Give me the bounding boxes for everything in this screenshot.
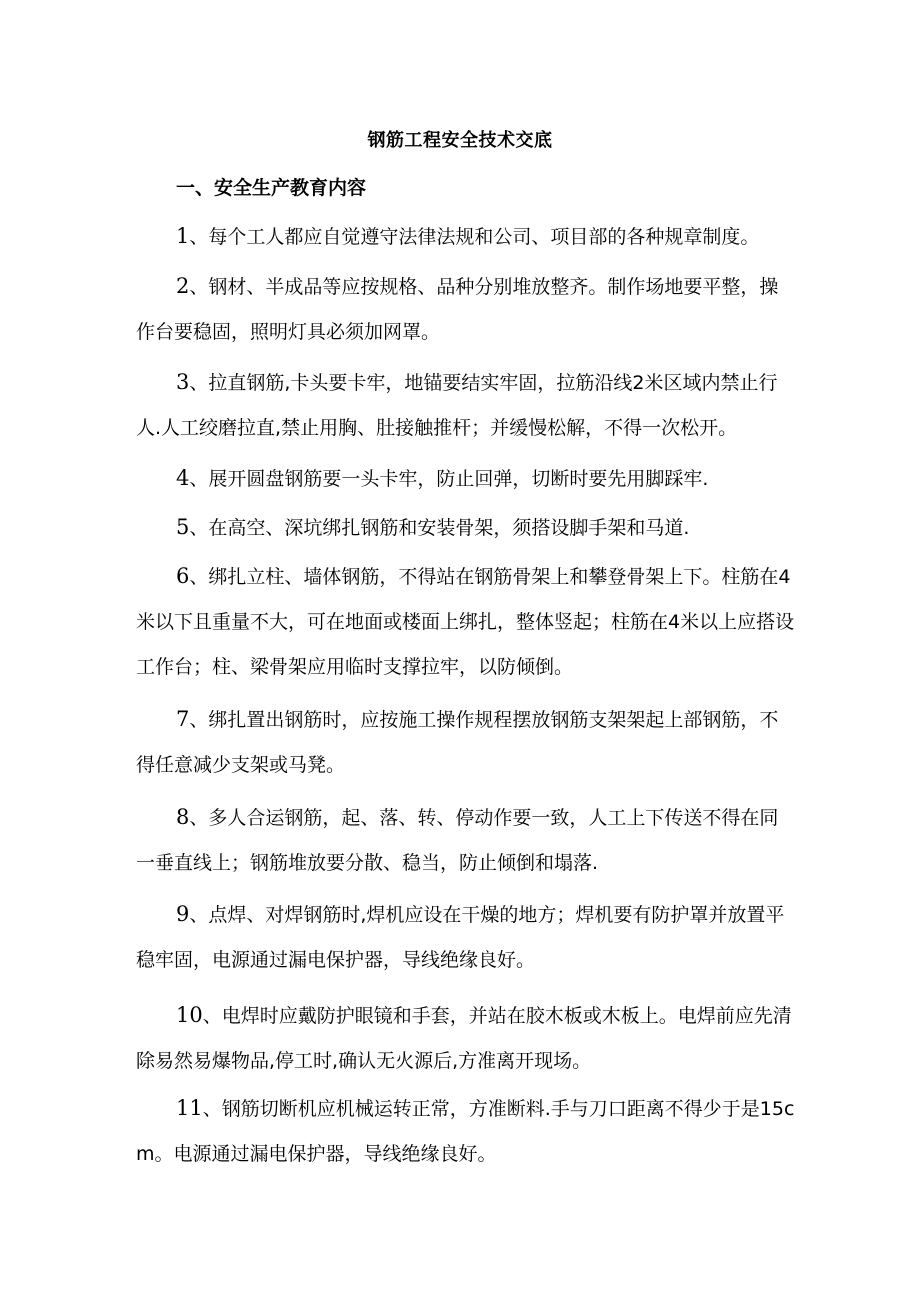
- item-text: 、电焊时应戴防护眼镜和手套，并站在胶木板或木板上。电焊前应先清除易然易爆物品,停工时,确认无火源后,方准离开现场。: [136, 1005, 792, 1072]
- item-5: [136, 505, 796, 551]
- document-title: 钢筋工程安全技术交底: [367, 130, 553, 151]
- item-text: 、每个工人都应自觉遵守法律法规和公司、项目部的各种规章制度。: [189, 226, 760, 248]
- item-number: 5: [176, 515, 190, 539]
- item-4: [136, 456, 796, 502]
- item-text: 、点焊、对焊钢筋时,焊机应设在干燥的地方；焊机要有防护罩并放置平稳牢固，电源通过漏电保护器，导线绝缘良好。: [136, 904, 785, 971]
- item-number: 4: [176, 466, 190, 490]
- item-text: 、钢材、半成品等应按规格、品种分别堆放整齐。制作场地要平整，操作台要稳固，照明灯具必须加网罩。: [136, 276, 779, 343]
- section-heading: 一、安全生产教育内容: [176, 177, 367, 199]
- item-text: 、在高空、深坑绑扎钢筋和安装骨架，须搭设脚手架和马道.: [189, 517, 690, 539]
- item-text: 、钢筋切断机应机械运转正常，方准断料.手与刀口距离不得少于是15cm。电源通过漏电保护器，导线绝缘良好。: [136, 1098, 795, 1165]
- item-7: [136, 697, 796, 788]
- item-number: 11: [176, 1096, 203, 1120]
- item-number: 9: [176, 902, 190, 926]
- item-1: [136, 214, 796, 260]
- item-text: 、多人合运钢筋，起、落、转、停动作要一致，人工上下传送不得在同一垂直线上；钢筋堆放要分散、稳当，防止倾倒和塌落.: [136, 807, 779, 874]
- item-8: [136, 795, 796, 886]
- item-text: 、绑扎立柱、墙体钢筋，不得站在钢筋骨架上和攀登骨架上下。柱筋在4米以下且重量不大，可在地面或楼面上绑扎，整体竖起；柱筋在4米以上应搭设工作台；柱、梁骨架应用临时支撑拉牢，以防倾倒。: [136, 566, 795, 678]
- item-number: 10: [176, 1003, 203, 1027]
- item-number: 2: [176, 274, 190, 298]
- item-text: 、绑扎置出钢筋时，应按施工操作规程摆放钢筋支架架起上部钢筋，不得任意减少支架或马凳。: [136, 709, 779, 776]
- item-6: [136, 554, 796, 690]
- item-number: 1: [176, 224, 190, 248]
- item-number: 8: [176, 805, 190, 829]
- item-9: [136, 892, 796, 983]
- item-number: 7: [176, 707, 190, 731]
- item-text: 、拉直钢筋,卡头要卡牢，地锚要结实牢固，拉筋沿线2米区域内禁止行人.人工绞磨拉直,禁止用胸、肚接触推杆；并缓慢松解，不得一次松开。: [136, 372, 778, 439]
- item-2: [136, 264, 796, 355]
- item-text: 、展开圆盘钢筋要一头卡牢，防止回弹，切断时要先用脚踩牢.: [189, 468, 709, 490]
- item-10: [136, 993, 796, 1084]
- item-3: [136, 360, 796, 451]
- item-11: [136, 1086, 796, 1177]
- item-number: 6: [176, 564, 190, 588]
- item-number: 3: [176, 370, 190, 394]
